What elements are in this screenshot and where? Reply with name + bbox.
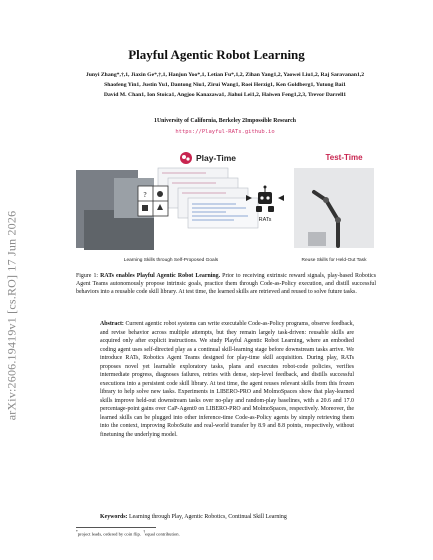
abstract	[100, 320, 354, 439]
keywords	[100, 514, 354, 520]
author-list	[60, 70, 390, 100]
footnote-dagger-text: equal contribution.	[145, 531, 180, 537]
keywords-text: Learning through Play, Agentic Robotics, Continual Skill Learning	[128, 514, 287, 520]
author-line: David M. Chan1, Ion Stoica1, Angjoo Kanazawa1, Jiahui Lei1,2, Haiwen Feng1,2,3, Trevor Darrell1	[103, 92, 347, 98]
affiliations: 1University of California, Berkeley 2Impossible Research	[154, 118, 296, 124]
project-url-link[interactable]: https://Playful-RATs.github.io	[175, 129, 275, 135]
figure-1	[76, 148, 376, 268]
figure-right-caption: Reuse Skills for Held-Out Task	[301, 258, 367, 263]
arxiv-identifier: arXiv:2606.19419v1 [cs.RO] 17 Jun 2026	[4, 210, 19, 420]
author-line: Junyi Zhang*,†,1, Jiaxin Ge*,†,1, Hanjun Yoo*,1, Letian Fu*,1,2, Zihan Yang1,2, Yaowei Liu1,2, Raj Saravanan1,2	[85, 72, 365, 78]
svg-text:?: ?	[143, 191, 147, 199]
author-line: Shaofeng Yin1, Justin Yu1, Dantong Niu1, Zirui Wang1, Roei Herzig1, Ken Goldberg1, Yutong Bai1	[104, 82, 346, 88]
abstract-text: Current agentic robot systems can write executable Code-as-Policy programs, observe feedback, and revise behavior across multiple attempts, but they remain largely task-driven: reusable skills are acquired only after explicit instructions. We study Playful Agentic Robot Learning, where an embodied coding agent uses self-directed play as a continual skill-learning stage before downstream tasks arrive. We introduce RATs, Robotics Agent Teams designed for play-time skill acquisition. During play, RATs proposes novel yet learnable exploratory tasks, plans and executes robot-code policies, verifies intermediate progress, diagnoses failures, retries with dense, step-level feedback, and distills successful executions into a persistent code skill library. At test time, the agent reuses relevant skills from this frozen library to help solve new tasks. Experiments in LIBERO-PRO and MolmoSpaces show that play-learned skills improve held-out downstream tasks over no-play and random-play baselines, with a 20.6 and 17.0 percentage-point gains over CaP-Agent0 on LIBERO-PRO and MolmoSpaces, respectively. Moreover, the learned skills can be plugged into other inference-time Code-as-Policy agents by simply retrieving them into the context, improving RoboSuite and real-world transfer by 8.9 and 8.8 points, respectively, without finetuning the underlying model.	[100, 321, 354, 438]
play-time-label: Play-Time	[196, 153, 237, 163]
arxiv-sidebar	[0, 150, 24, 480]
code-panels	[158, 168, 258, 228]
test-time-photo	[294, 168, 374, 248]
figure-caption-bold: RATs enables Playful Agentic Robot Learning.	[100, 273, 221, 279]
footnote-divider	[76, 527, 156, 528]
keywords-label: Keywords:	[100, 514, 128, 520]
figure-left-caption: Learning Skills through Self-Proposed Goals	[123, 258, 219, 263]
play-brain-icon	[180, 152, 192, 164]
paper-title: Playful Agentic Robot Learning	[128, 47, 305, 62]
abstract-label: Abstract:	[100, 321, 124, 327]
figure-caption-body: Prior to receiving extrinsic reward signals, play-based Robotics Agent Teams autonomously propose intrinsic goals, practice them through Code-as-Policy execution, and distill successful behaviors into a reusable code skill library. At test time, the learned skills are retrieved and reused to solve future tasks.	[76, 273, 376, 295]
test-time-label: Test-Time	[325, 153, 363, 162]
figure-caption-prefix: Figure 1:	[76, 273, 99, 279]
footnote-star-text: project leads, ordered by coin flip.	[77, 531, 141, 537]
figure-caption	[76, 272, 376, 296]
rats-label: RATs	[258, 217, 272, 223]
goal-quadrant-icon	[138, 186, 168, 216]
footnote: *project leads, ordered by coin flip. †equal contribution.	[76, 530, 180, 537]
